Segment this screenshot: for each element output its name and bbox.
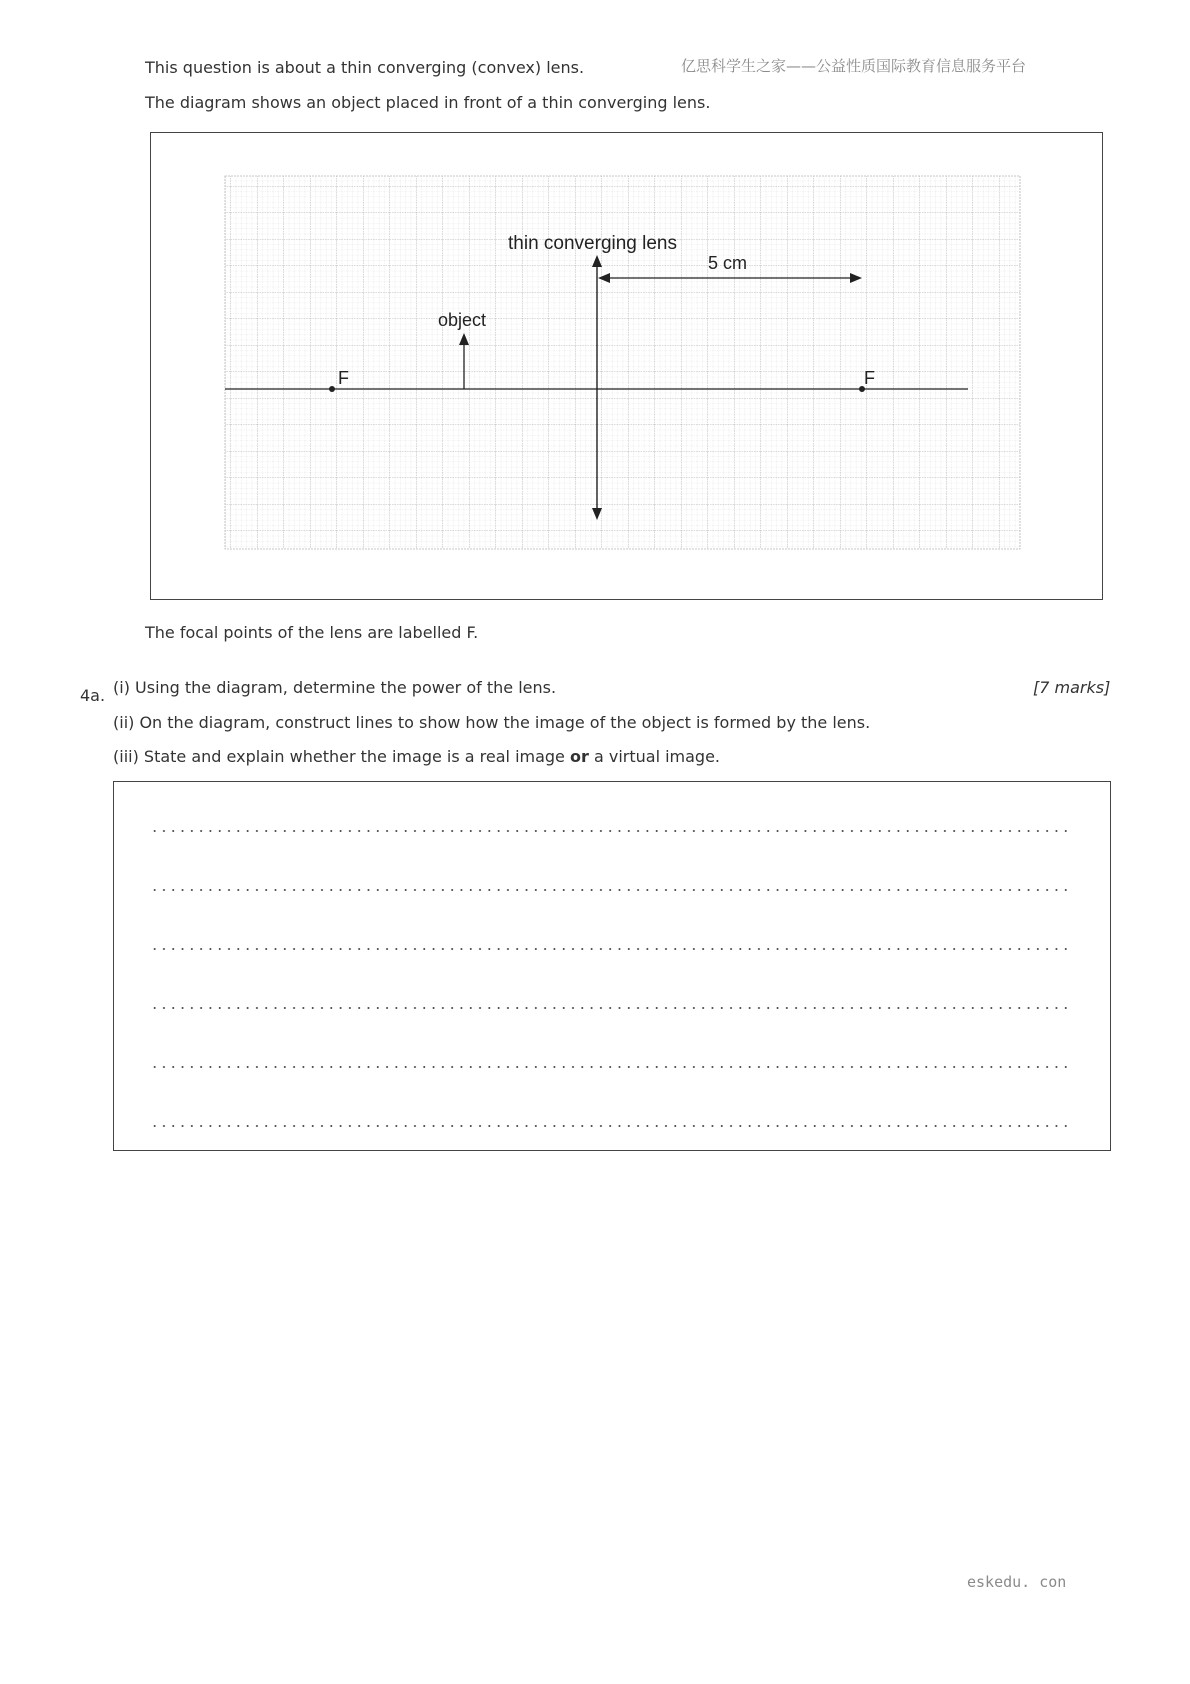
answer-line[interactable] (150, 889, 1070, 891)
graph-paper-grid (225, 176, 1020, 549)
diagram-caption: The focal points of the lens are labelled F. (145, 623, 479, 642)
answer-line[interactable] (150, 1007, 1070, 1009)
intro-line-1: This question is about a thin converging (convex) lens. (145, 58, 585, 77)
answer-line[interactable] (150, 830, 1070, 832)
answer-line[interactable] (150, 948, 1070, 950)
lens-diagram (151, 133, 1104, 601)
question-part-1: (i) Using the diagram, determine the power of the lens. (113, 678, 557, 697)
header-watermark: 亿思科学生之家——公益性质国际教育信息服务平台 (681, 57, 1027, 75)
question-part-2: (ii) On the diagram, construct lines to show how the image of the object is formed by the lens. (113, 713, 871, 732)
answer-line[interactable] (150, 1125, 1070, 1127)
answer-line[interactable] (150, 1066, 1070, 1068)
answer-box[interactable] (113, 781, 1111, 1151)
question-number: 4a. (80, 686, 106, 705)
lens-diagram-frame (150, 132, 1103, 600)
question-part-3-text: (iii) State and explain whether the image is a real image (113, 747, 570, 766)
lens-label: thin converging lens (508, 233, 677, 254)
marks-label: [7 marks] (1033, 678, 1111, 697)
question-part-3-bold: or (569, 747, 589, 766)
object-label: object (438, 310, 487, 330)
distance-label: 5 cm (708, 253, 748, 273)
question-part-3-tail: a virtual image. (588, 747, 721, 766)
focal-point-left (329, 386, 335, 392)
footer-site: eskedu. con (967, 1573, 1067, 1591)
focal-left-label: F (338, 368, 349, 388)
question-part-3 (113, 747, 720, 767)
focal-right-label: F (864, 368, 875, 388)
intro-line-2: The diagram shows an object placed in front of a thin converging lens. (145, 93, 711, 112)
